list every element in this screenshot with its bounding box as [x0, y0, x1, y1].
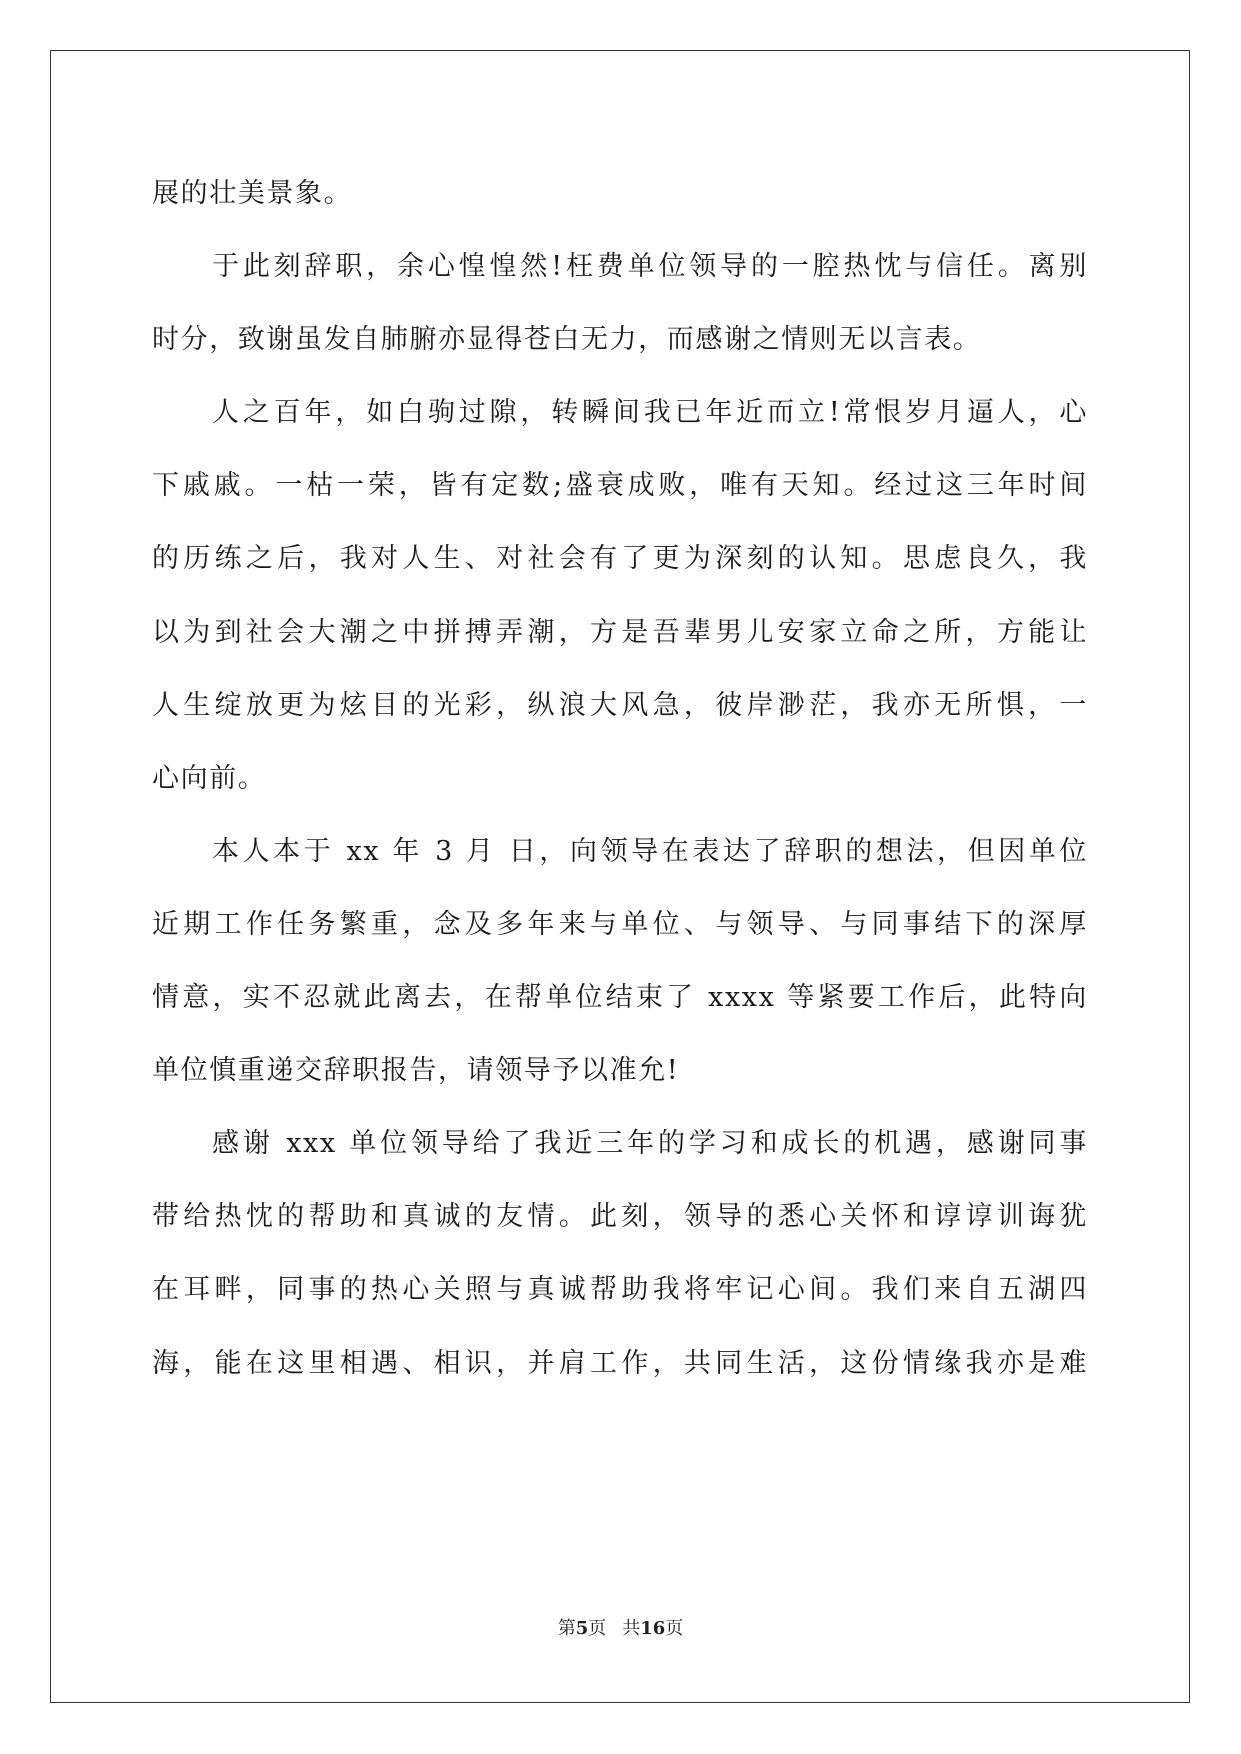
- text-line: 在耳畔，同事的热心关照与真诚帮助我将牢记心间。我们来自五湖四: [152, 1274, 1088, 1306]
- text-line: 近期工作任务繁重，念及多年来与单位、与领导、与同事结下的深厚: [152, 908, 1088, 940]
- text-line: 的历练之后，我对人生、对社会有了更为深刻的认知。思虑良久，我: [152, 543, 1088, 575]
- document-body: [152, 157, 1088, 1400]
- page-footer: [0, 1618, 1241, 1640]
- text-line: 情意，实不忍就此离去，在帮单位结束了 xxxx 等紧要工作后，此特向: [152, 982, 1088, 1014]
- text-line: 人之百年，如白驹过隙，转瞬间我已年近而立!常恨岁月逼人，心: [212, 397, 1088, 429]
- text-line: 感谢 xxx 单位领导给了我近三年的学习和成长的机遇，感谢同事: [212, 1128, 1088, 1160]
- text-line: 以为到社会大潮之中拼搏弄潮，方是吾辈男儿安家立命之所，方能让: [152, 616, 1088, 648]
- text-line: 于此刻辞职，余心惶惶然!枉费单位领导的一腔热忱与信任。离别: [212, 251, 1088, 283]
- text-line: 单位慎重递交辞职报告，请领导予以准允!: [152, 1055, 680, 1087]
- text-line: 展的壮美景象。: [152, 178, 353, 209]
- text-line: 本人本于 xx 年 3 月 日，向领导在表达了辞职的想法，但因单位: [212, 835, 1088, 867]
- text-line: 人生绽放更为炫目的光彩，纵浪大风急，彼岸渺茫，我亦无所惧，一: [152, 689, 1088, 721]
- text-line: 海，能在这里相遇、相识，并肩工作，共同生活，这份情缘我亦是难: [152, 1347, 1088, 1379]
- text-line: 心向前。: [152, 762, 267, 794]
- page-suffix: 页: [588, 1618, 607, 1639]
- text-line: 时分，致谢虽发自肺腑亦显得苍白无力，而感谢之情则无以言表。: [152, 324, 982, 356]
- text-line: 带给热忱的帮助和真诚的友情。此刻，领导的悉心关怀和谆谆训诲犹: [152, 1201, 1088, 1233]
- page-prefix: 第: [557, 1618, 576, 1639]
- text-line: 下戚戚。一枯一荣，皆有定数;盛衰成败，唯有天知。经过这三年时间: [152, 470, 1088, 502]
- page-number: 5: [575, 1618, 589, 1639]
- total-suffix: 页: [665, 1618, 684, 1639]
- total-pages: 16: [640, 1618, 666, 1639]
- total-prefix: 共: [622, 1618, 641, 1639]
